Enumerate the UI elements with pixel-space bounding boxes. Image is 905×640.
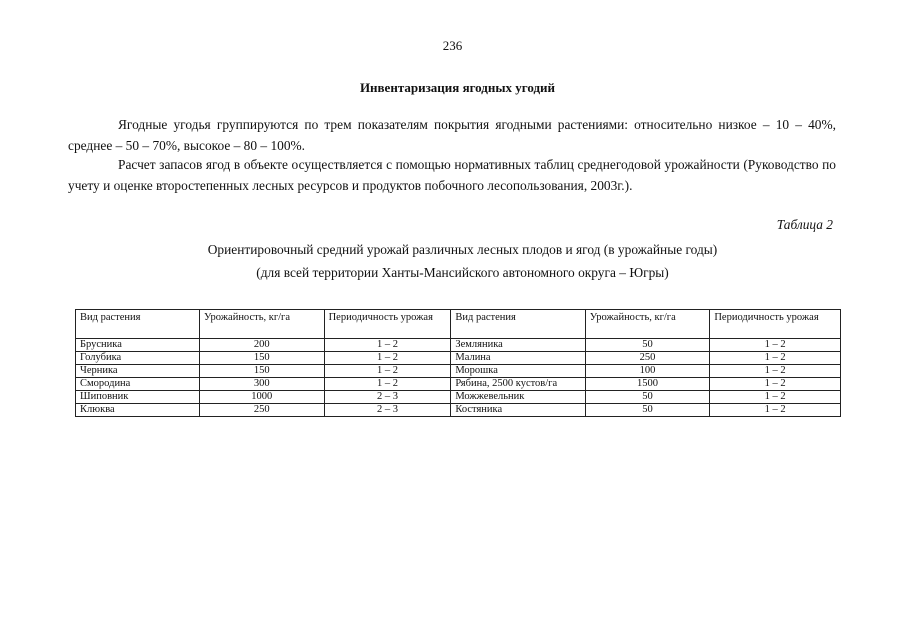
table-caption-line-1: Ориентировочный средний урожай различных лесных плодов и ягод (в урожайные годы)	[207, 242, 718, 257]
paragraph-stock-calculation: Расчет запасов ягод в объекте осуществляется с помощью нормативных таблиц среднегодовой урожайности (Руководство по учету и оценке второстепенных лесных ресурсов и продуктов побочного лесопользования, 2003г.).	[68, 157, 836, 193]
table-cell: 1500	[585, 378, 710, 391]
table-cell: 1 – 2	[324, 352, 451, 365]
table-cell: 1000	[200, 391, 325, 404]
table-cell: 200	[200, 339, 325, 352]
table-cell: Малина	[451, 352, 585, 365]
table-cell: 150	[200, 352, 325, 365]
table-cell: 1 – 2	[324, 339, 451, 352]
table-cell: Можжевельник	[451, 391, 585, 404]
table-cell: 50	[585, 391, 710, 404]
table-cell: Рябина, 2500 кустов/га	[451, 378, 585, 391]
header-periodicity: Периодичность урожая	[324, 310, 451, 339]
table-cell: Костяника	[451, 404, 585, 417]
table-cell: Шиповник	[76, 391, 200, 404]
yield-table	[75, 309, 841, 417]
table-caption-line-2: (для всей территории Ханты-Мансийского автономного округа – Югры)	[256, 265, 669, 280]
table-cell: Черника	[76, 365, 200, 378]
table-cell: 1 – 2	[710, 378, 841, 391]
table-cell: 1 – 2	[710, 339, 841, 352]
table-cell: 50	[585, 339, 710, 352]
table-cell: 2 – 3	[324, 391, 451, 404]
table-cell: Брусника	[76, 339, 200, 352]
table-row	[76, 391, 841, 404]
table-cell: 50	[585, 404, 710, 417]
header-yield: Урожайность, кг/га	[585, 310, 710, 339]
paragraph-coverage-groups: Ягодные угодья группируются по трем показателям покрытия ягодными растениями: относительно низкое – 10 – 40%, среднее – 50 – 70%, высокое – 80 – 100%.	[68, 117, 836, 153]
table-cell: 1 – 2	[324, 378, 451, 391]
table-row	[76, 352, 841, 365]
table-row	[76, 339, 841, 352]
table-cell: Земляника	[451, 339, 585, 352]
table-cell: 1 – 2	[710, 365, 841, 378]
table-cell: 1 – 2	[710, 404, 841, 417]
section-title: Инвентаризация ягодных угодий	[359, 80, 556, 95]
table-cell: 250	[585, 352, 710, 365]
table-cell: 100	[585, 365, 710, 378]
header-plant-type: Вид растения	[451, 310, 585, 339]
table-row	[76, 365, 841, 378]
table-cell: Голубика	[76, 352, 200, 365]
table-cell: 1 – 2	[324, 365, 451, 378]
table-cell: Морошка	[451, 365, 585, 378]
table-cell: 150	[200, 365, 325, 378]
table-row	[76, 378, 841, 391]
header-plant-type: Вид растения	[76, 310, 200, 339]
table-cell: 1 – 2	[710, 391, 841, 404]
table-cell: 1 – 2	[710, 352, 841, 365]
table-cell: 2 – 3	[324, 404, 451, 417]
table-cell: Смородина	[76, 378, 200, 391]
table-cell: 300	[200, 378, 325, 391]
header-yield: Урожайность, кг/га	[200, 310, 325, 339]
table-header-row	[76, 310, 841, 339]
table-row	[76, 404, 841, 417]
table-cell: Клюква	[76, 404, 200, 417]
table-label: Таблица 2	[776, 217, 833, 232]
page-number: 236	[442, 38, 463, 53]
table-cell: 250	[200, 404, 325, 417]
header-periodicity: Периодичность урожая	[710, 310, 841, 339]
